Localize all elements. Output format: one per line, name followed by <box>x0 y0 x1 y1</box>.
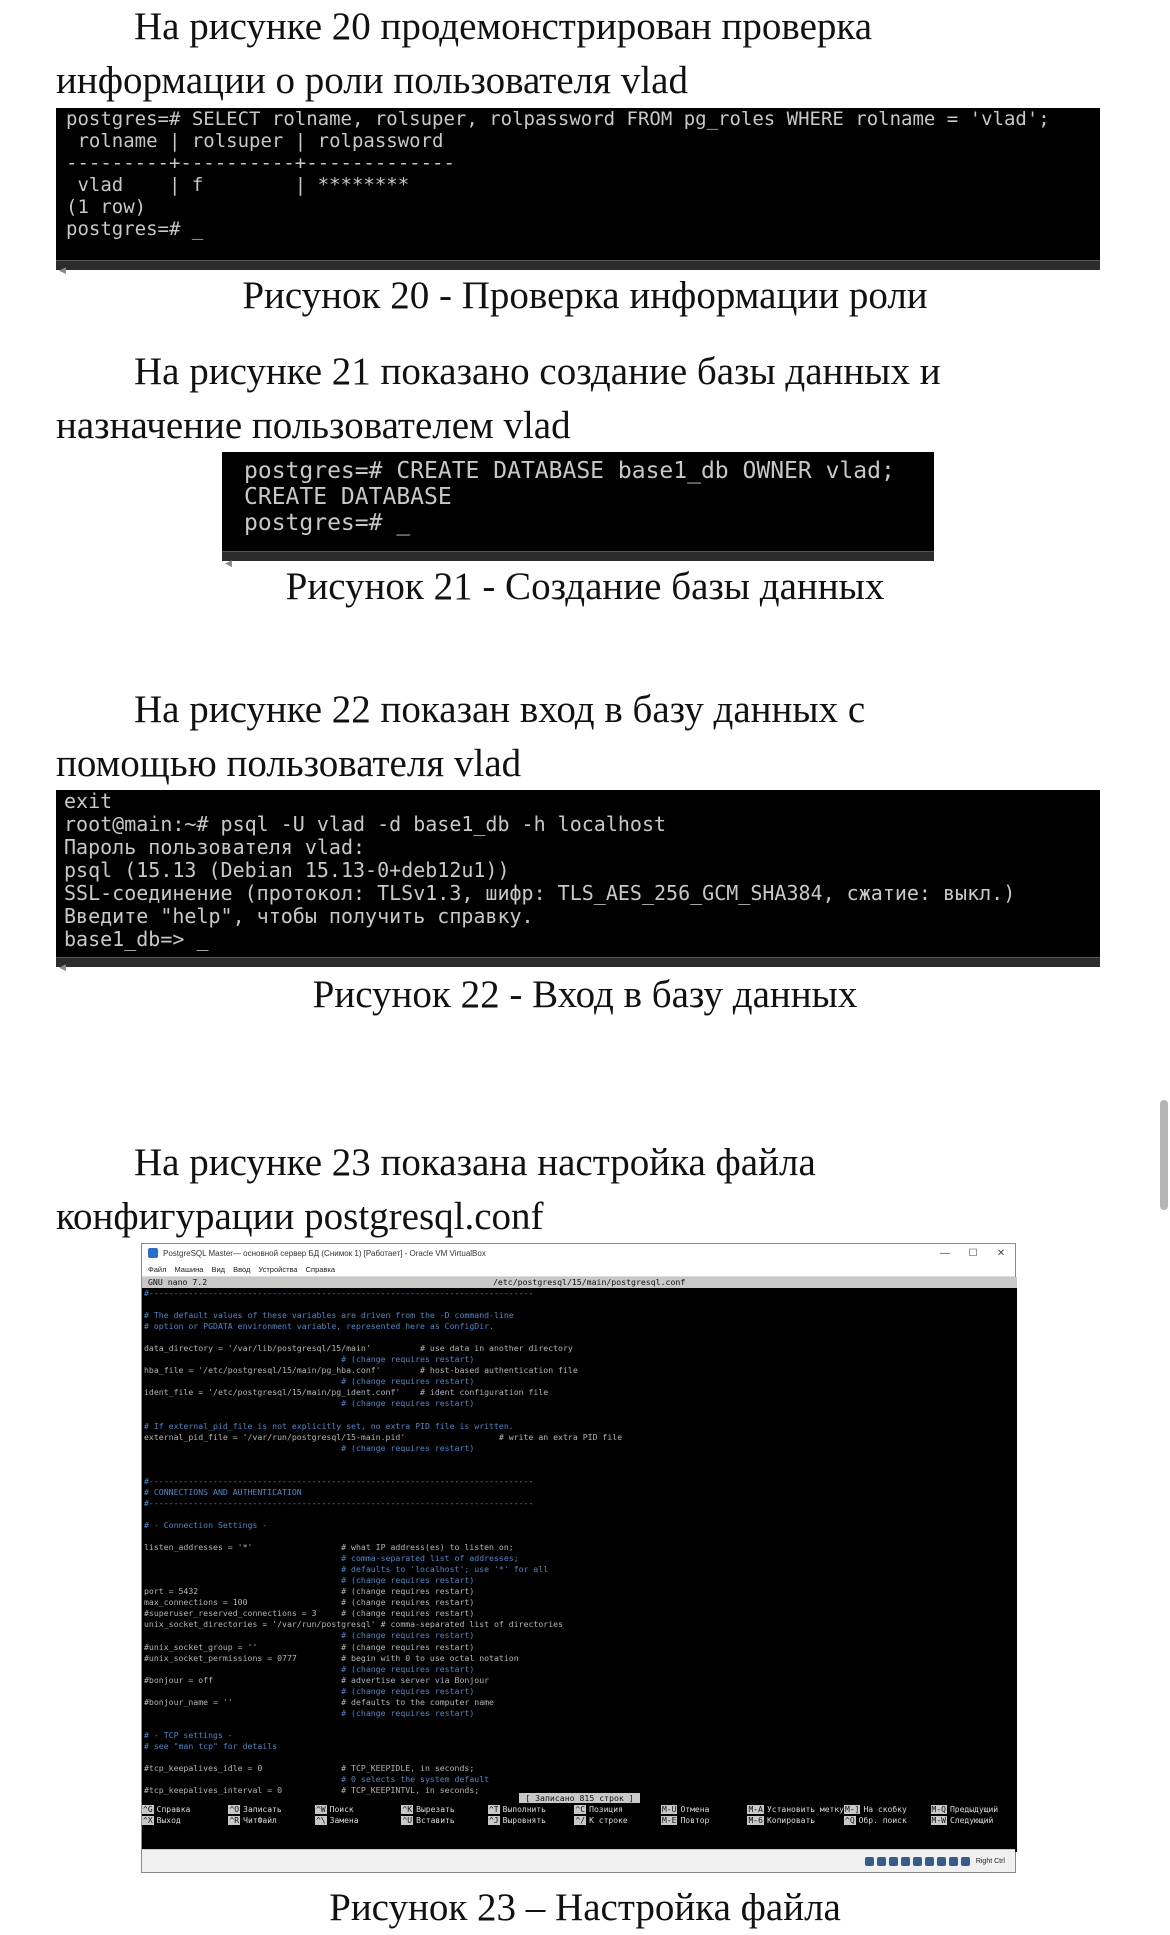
paragraph-text: конфигурации postgresql.conf <box>56 1195 544 1238</box>
shortcut-key: ^\ <box>315 1816 326 1825</box>
terminal-line: rolname | rolsuper | rolpassword <box>66 130 444 152</box>
shortcut-key: ^W <box>315 1805 326 1814</box>
window-menubar <box>142 1262 1015 1277</box>
shortcut-label: ЧитФайл <box>243 1816 277 1825</box>
terminal-screenshot-fig22 <box>56 789 1100 973</box>
terminal-scrollbar <box>56 260 1100 276</box>
host-key-label: Right Ctrl <box>975 1857 1005 1865</box>
paragraph-text: На рисунке 23 показана настройка файла <box>134 1141 816 1184</box>
shortcut-key: ^O <box>229 1805 240 1814</box>
menu-item-help: Справка <box>305 1264 336 1274</box>
terminal-line: base1_db=> _ <box>64 927 209 951</box>
shortcut-label: Предыдущий <box>949 1805 999 1814</box>
shortcut-label: Повтор <box>680 1816 710 1825</box>
config-line: # defaults to 'localhost'; use '*' for all <box>144 1564 549 1575</box>
config-line: #------------------------------------------------------------------------------ <box>144 1497 534 1508</box>
figure-caption-22: Рисунок 22 - Вход в базу данных <box>312 973 858 1016</box>
paragraph-text: На рисунке 20 продемонстрирован проверка <box>134 5 873 48</box>
terminal-line: Введите "help", чтобы получить справку. <box>64 904 534 928</box>
paragraph-text: На рисунке 22 показан вход в базу данных с <box>134 688 866 731</box>
config-line: # The default values of these variables are driven from the -D command-line <box>144 1310 514 1321</box>
shortcut-key: ^/ <box>575 1816 586 1825</box>
config-line: # If external_pid_file is not explicitly set, no extra PID file is written. <box>144 1420 514 1431</box>
terminal-line: CREATE DATABASE <box>244 484 452 510</box>
scroll-left-icon: ◀ <box>59 963 66 973</box>
paragraph-text: информации о роли пользователя vlad <box>56 59 688 102</box>
vm-screen <box>142 1277 1017 1852</box>
shortcut-label: На скобку <box>863 1805 907 1814</box>
config-line: # (change requires restart) <box>144 1354 475 1365</box>
shortcut-label: Выполнить <box>502 1805 546 1814</box>
shortcut-key: ^G <box>143 1805 153 1814</box>
paragraph-text: помощью пользователя vlad <box>56 742 522 785</box>
terminal-scrollbar <box>222 551 934 569</box>
shortcut-key: ^X <box>143 1816 153 1825</box>
virtualbox-window-screenshot <box>141 1243 1016 1873</box>
config-line: # comma-separated list of addresses; <box>144 1553 519 1564</box>
config-line: #------------------------------------------------------------------------------ <box>144 1475 534 1486</box>
config-line <box>144 1531 1017 1542</box>
shortcut-label: Отмена <box>680 1805 710 1814</box>
nano-shortcut <box>315 1816 402 1826</box>
mouse-icon <box>949 1857 958 1866</box>
nano-shortcut <box>142 1816 228 1826</box>
shortcut-key: M-E <box>661 1816 677 1825</box>
config-line: # option or PGDATA environment variable, represented here as ConfigDir. <box>144 1321 494 1332</box>
menu-item-devices: Устройства <box>258 1264 298 1274</box>
config-line: # (change requires restart) <box>144 1398 475 1409</box>
shortcut-key: ^T <box>488 1805 499 1814</box>
menu-item-view: Вид <box>211 1264 226 1274</box>
menu-item-file: Файл <box>148 1264 167 1274</box>
terminal-line: vlad | f | ******** <box>66 174 410 196</box>
optical-drive-icon <box>877 1857 886 1866</box>
shortcut-key: ^R <box>229 1816 240 1825</box>
scroll-left-icon: ◀ <box>225 559 232 569</box>
shortcut-label: Поиск <box>329 1805 354 1814</box>
virtualbox-logo-icon <box>148 1248 158 1258</box>
nano-header <box>142 1277 1017 1288</box>
paragraph-fig23-intro <box>56 1136 1116 1244</box>
nano-shortcut <box>228 1816 315 1826</box>
config-line: max_connections = 100 # (change requires restart) <box>144 1597 475 1608</box>
shortcut-label: Записать <box>243 1805 282 1814</box>
terminal-line: (1 row) <box>66 196 147 218</box>
keyboard-icon <box>961 1857 970 1866</box>
nano-shortcut <box>574 1816 661 1826</box>
config-line <box>144 1454 1017 1465</box>
terminal-line: psql (15.13 (Debian 15.13-0+deb12u1)) <box>64 858 510 882</box>
virtualbox-statusbar <box>142 1849 1015 1872</box>
shared-folder-icon <box>925 1857 934 1866</box>
config-line: # 0 selects the system default <box>144 1774 490 1785</box>
shortcut-label: Вырезать <box>416 1805 455 1814</box>
paragraph-fig22-intro <box>56 683 1116 791</box>
config-line <box>144 1299 1017 1310</box>
config-line: # see "man tcp" for details <box>144 1740 278 1751</box>
menu-item-machine: Машина <box>174 1264 204 1274</box>
config-line: external_pid_file = '/var/run/postgresql/15-main.pid' # write an extra PID file <box>144 1431 623 1442</box>
audio-icon <box>889 1857 898 1866</box>
paragraph-fig20-intro <box>56 0 1116 108</box>
usb-icon <box>913 1857 922 1866</box>
shortcut-label: Справка <box>156 1805 191 1814</box>
nano-shortcut <box>747 1805 844 1815</box>
shortcut-label: Обр. поиск <box>858 1816 907 1825</box>
figure-caption-23: Рисунок 23 – Настройка файла <box>329 1886 841 1929</box>
shortcut-key: ^C <box>575 1805 586 1814</box>
menu-item-input: Ввод <box>233 1264 251 1274</box>
config-line: # (change requires restart) <box>144 1442 475 1453</box>
config-line: # - TCP settings - <box>144 1729 233 1740</box>
config-line <box>144 1719 1017 1730</box>
config-line: # (change requires restart) <box>144 1663 475 1674</box>
shortcut-key: ^U <box>402 1816 413 1825</box>
shortcut-key: M-W <box>931 1816 946 1825</box>
config-line: #unix_socket_group = '' # (change requires restart) <box>144 1641 475 1652</box>
window-titlebar <box>142 1244 1015 1262</box>
minimize-icon: — <box>940 1247 950 1259</box>
shortcut-label: Вставить <box>416 1816 455 1825</box>
shortcut-label: К строке <box>589 1816 628 1825</box>
paragraph-text: назначение пользователем vlad <box>56 404 571 447</box>
figure-caption-21: Рисунок 21 - Создание базы данных <box>285 565 885 608</box>
terminal-line: ---------+----------+------------- <box>66 152 455 174</box>
nano-filename: /etc/postgresql/15/main/postgresql.conf <box>493 1277 686 1287</box>
shortcut-label: Выровнять <box>502 1816 546 1825</box>
config-line: # (change requires restart) <box>144 1630 475 1641</box>
nano-shortcut <box>574 1805 661 1815</box>
terminal-line: postgres=# CREATE DATABASE base1_db OWNER vlad; <box>244 458 895 484</box>
config-line: # (change requires restart) <box>144 1575 475 1586</box>
nano-shortcut <box>488 1805 575 1815</box>
terminal-line: SSL-соединение (протокол: TLSv1.3, шифр: TLS_AES_256_GCM_SHA384, сжатие: выкл.) <box>64 881 1016 905</box>
network-icon <box>901 1857 910 1866</box>
nano-shortcut <box>844 1805 931 1815</box>
config-line: data_directory = '/var/lib/postgresql/15/main' # use data in another directory <box>144 1343 573 1354</box>
figure-caption-20: Рисунок 20 - Проверка информации роли <box>242 274 928 317</box>
shortcut-key: M-U <box>661 1805 677 1814</box>
shortcut-key: M-A <box>748 1805 763 1814</box>
terminal-line: postgres=# SELECT rolname, rolsuper, rolpassword FROM pg_roles WHERE rolname = 'vlad'; <box>66 108 1050 130</box>
shortcut-key: ^Q <box>845 1816 855 1825</box>
config-line <box>144 1752 1017 1763</box>
config-line: #superuser_reserved_connections = 3 # (change requires restart) <box>144 1608 475 1619</box>
config-line: #------------------------------------------------------------------------------ <box>144 1288 534 1298</box>
nano-shortcut <box>142 1805 228 1815</box>
terminal-line: root@main:~# psql -U vlad -d base1_db -h localhost <box>64 812 667 836</box>
scroll-left-icon: ◀ <box>59 266 66 276</box>
display-icon <box>937 1857 946 1866</box>
nano-shortcut <box>315 1805 402 1815</box>
config-line: # - Connection Settings - <box>144 1519 268 1530</box>
shortcut-key: M-6 <box>748 1816 763 1825</box>
nano-shortcut <box>488 1816 575 1826</box>
config-line: # (change requires restart) <box>144 1376 475 1387</box>
shortcut-label: Следующий <box>949 1816 994 1825</box>
hdd-icon <box>865 1857 874 1866</box>
config-line: hba_file = '/etc/postgresql/15/main/pg_hba.conf' # host-based authentication file <box>144 1365 578 1376</box>
shortcut-key: ^J <box>488 1816 499 1825</box>
shortcut-label: Установить метку <box>766 1805 844 1814</box>
config-line <box>144 1465 1017 1476</box>
nano-version: GNU nano 7.2 <box>148 1277 208 1287</box>
shortcut-label: Позиция <box>589 1805 623 1814</box>
config-line: #tcp_keepalives_interval = 0 # TCP_KEEPINTVL, in seconds; <box>144 1785 480 1796</box>
config-line: unix_socket_directories = '/var/run/postgresql' # comma-separated list of directories <box>144 1619 563 1630</box>
paragraph-fig21-intro <box>56 345 1116 453</box>
nano-shortcut <box>931 1805 1017 1815</box>
shortcut-key: M-] <box>845 1805 860 1814</box>
nano-shortcut <box>931 1816 1017 1826</box>
window-title: PostgreSQL Master— основной сервер БД (Снимок 1) [Работает] - Oracle VM VirtualBox <box>163 1248 486 1258</box>
config-line: #unix_socket_permissions = 0777 # begin with 0 to use octal notation <box>144 1652 519 1663</box>
nano-shortcut-bar <box>142 1805 1017 1826</box>
maximize-icon: ☐ <box>968 1247 978 1259</box>
config-line: ident_file = '/etc/postgresql/15/main/pg_ident.conf' # ident configuration file <box>144 1387 549 1398</box>
config-line <box>144 1332 1017 1343</box>
terminal-line: Пароль пользователя vlad: <box>64 835 366 859</box>
nano-shortcut <box>844 1816 931 1826</box>
terminal-screenshot-fig20 <box>56 108 1100 276</box>
nano-shortcut <box>401 1805 488 1815</box>
config-line: # CONNECTIONS AND AUTHENTICATION <box>144 1486 302 1497</box>
nano-shortcut <box>401 1816 488 1826</box>
close-icon: ✕ <box>996 1247 1006 1259</box>
nano-shortcut <box>661 1816 748 1826</box>
terminal-line: postgres=# _ <box>244 510 411 536</box>
shortcut-label: Выход <box>156 1816 181 1825</box>
shortcut-key: M-Q <box>931 1805 946 1814</box>
terminal-screenshot-fig21 <box>222 452 934 569</box>
nano-shortcut <box>228 1805 315 1815</box>
config-line: #bonjour_name = '' # defaults to the computer name <box>144 1696 494 1707</box>
nano-status-message: [ Записано 815 строк ] <box>519 1793 639 1803</box>
shortcut-label: Замена <box>329 1816 359 1825</box>
config-file-content <box>142 1288 1017 1796</box>
config-line: #tcp_keepalives_idle = 0 # TCP_KEEPIDLE, in seconds; <box>144 1763 475 1774</box>
page-scrollbar-thumb[interactable] <box>1160 1100 1168 1210</box>
terminal-line: postgres=# _ <box>66 218 204 240</box>
shortcut-label: Копировать <box>766 1816 816 1825</box>
config-line <box>144 1509 1017 1520</box>
config-line <box>144 1410 1017 1421</box>
terminal-scrollbar <box>56 957 1100 973</box>
terminal-line: exit <box>64 789 113 813</box>
config-line: listen_addresses = '*' # what IP address(es) to listen on; <box>144 1542 514 1553</box>
config-line: port = 5432 # (change requires restart) <box>144 1586 475 1597</box>
nano-status-bar <box>142 1793 1017 1804</box>
config-line: # (change requires restart) <box>144 1685 475 1696</box>
paragraph-text: На рисунке 21 показано создание базы данных и <box>134 350 941 393</box>
nano-shortcut <box>661 1805 748 1815</box>
shortcut-key: ^K <box>402 1805 413 1814</box>
config-line: # (change requires restart) <box>144 1707 475 1718</box>
nano-shortcut <box>747 1816 844 1826</box>
config-line: #bonjour = off # advertise server via Bonjour <box>144 1674 490 1685</box>
